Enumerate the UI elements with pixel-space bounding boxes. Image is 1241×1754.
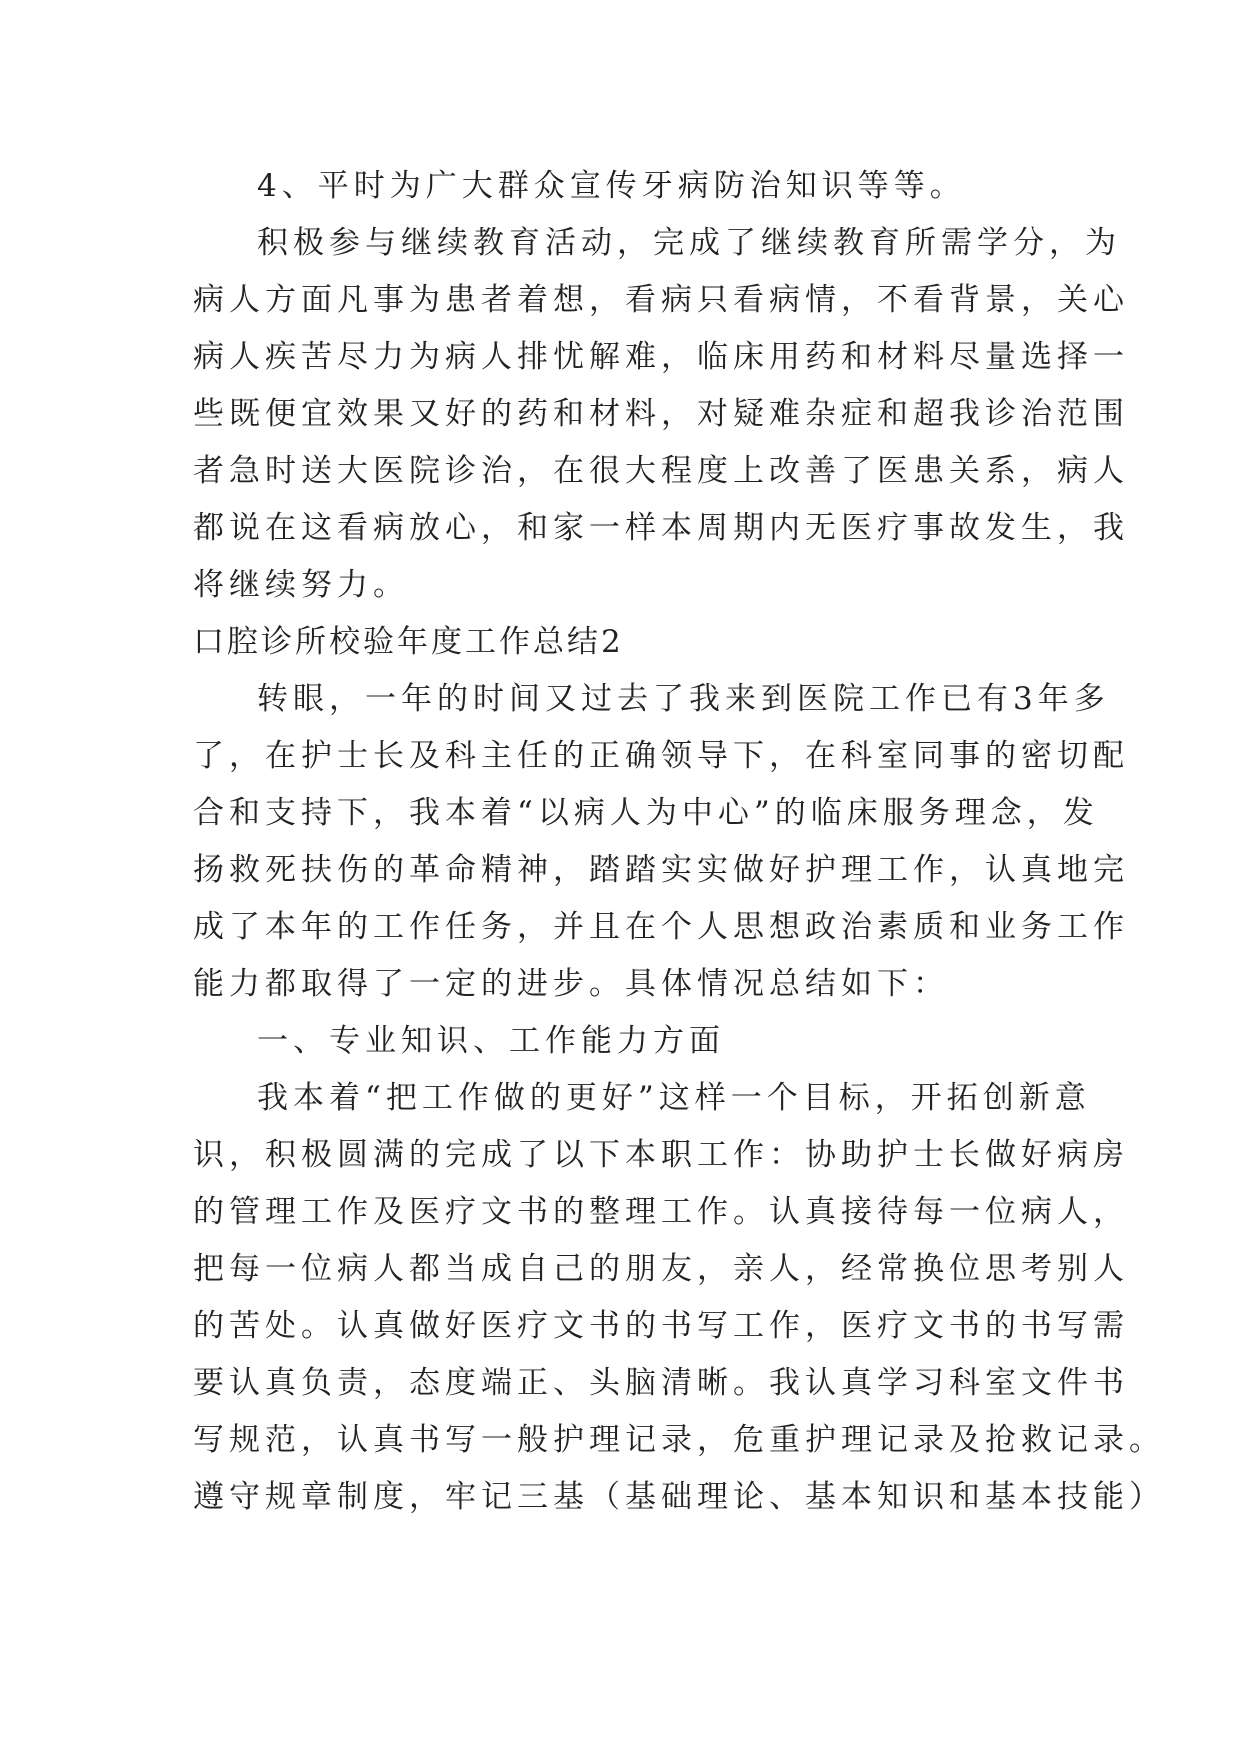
paragraph-line: 病人疾苦尽力为病人排忧解难，临床用药和材料尽量选择一 [193,339,1129,375]
paragraph-line: 合和支持下，我本着“以病人为中心”的临床服务理念，发 [193,795,1099,831]
paragraph-line: 积极参与继续教育活动，完成了继续教育所需学分，为 [257,225,1121,261]
paragraph-line: 转眼，一年的时间又过去了我来到医院工作已有3年多 [257,681,1110,717]
paragraph-line: 者急时送大医院诊治，在很大程度上改善了医患关系，病人 [193,453,1129,489]
paragraph-line: 我本着“把工作做的更好”这样一个目标，开拓创新意 [257,1080,1091,1116]
paragraph-line: 病人方面凡事为患者着想，看病只看病情，不看背景，关心 [193,282,1129,318]
paragraph-line: 要认真负责，态度端正、头脑清晰。我认真学习科室文件书 [193,1365,1129,1401]
paragraph-line: 遵守规章制度，牢记三基（基础理论、基本知识和基本技能） [193,1479,1165,1515]
list-item-4: 4、平时为广大群众宣传牙病防治知识等等。 [257,168,966,204]
paragraph-line: 的苦处。认真做好医疗文书的书写工作，医疗文书的书写需 [193,1308,1129,1344]
paragraph-line: 些既便宜效果又好的药和材料，对疑难杂症和超我诊治范围 [193,396,1129,432]
section-title: 口腔诊所校验年度工作总结2 [193,624,624,660]
subsection-heading: 一、专业知识、工作能力方面 [257,1023,725,1059]
paragraph-line: 了，在护士长及科主任的正确领导下，在科室同事的密切配 [193,738,1129,774]
paragraph-line: 都说在这看病放心，和家一样本周期内无医疗事故发生，我 [193,510,1129,546]
paragraph-line: 能力都取得了一定的进步。具体情况总结如下： [193,966,949,1002]
paragraph-line: 写规范，认真书写一般护理记录，危重护理记录及抢救记录。 [193,1422,1165,1458]
paragraph-line: 把每一位病人都当成自己的朋友，亲人，经常换位思考别人 [193,1251,1129,1287]
paragraph-line: 识，积极圆满的完成了以下本职工作：协助护士长做好病房 [193,1137,1129,1173]
paragraph-line: 扬救死扶伤的革命精神，踏踏实实做好护理工作，认真地完 [193,852,1129,888]
paragraph-line: 成了本年的工作任务，并且在个人思想政治素质和业务工作 [193,909,1129,945]
paragraph-line: 的管理工作及医疗文书的整理工作。认真接待每一位病人， [193,1194,1129,1230]
paragraph-line: 将继续努力。 [193,567,409,603]
